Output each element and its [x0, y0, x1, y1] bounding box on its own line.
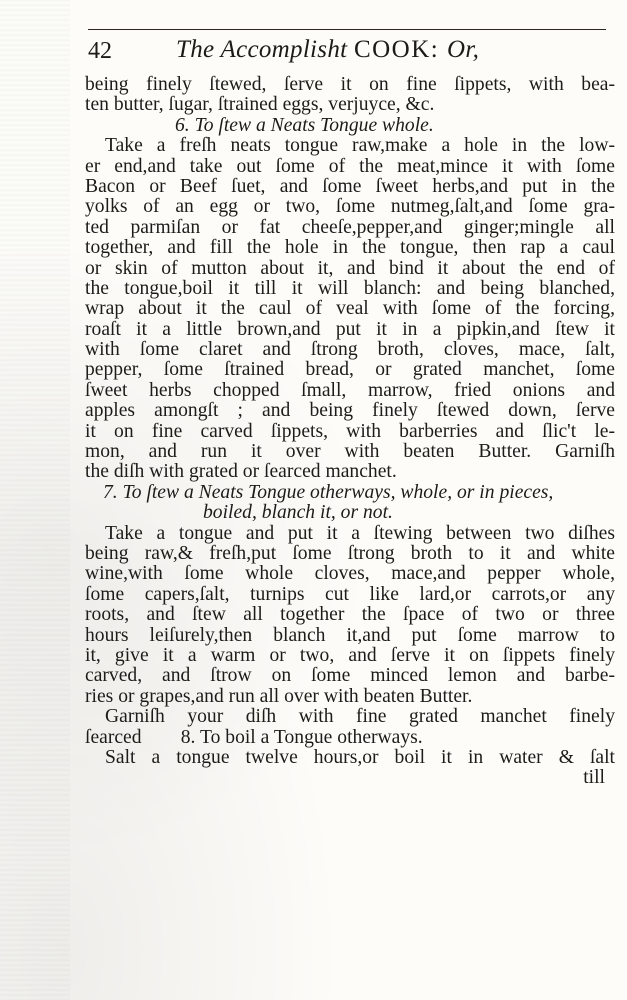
text-line: with ſome claret and ſtrong broth, cloves, mace, ſalt, — [85, 339, 615, 361]
text-line: or skin of mutton about it, and bind it about the end of — [85, 257, 615, 279]
text-line: mon, and run it over with beaten Butter. Garniſh — [85, 441, 615, 463]
text-line: ſome capers,ſalt, turnips cut like lard,or carrots,or any — [85, 583, 615, 605]
recipe-heading-6: 6. To ſtew a Neats Tongue whole. — [175, 114, 434, 136]
running-title — [176, 36, 479, 64]
scan-gutter-shadow — [0, 0, 70, 1000]
text-line: being raw,& freſh,put ſome ſtrong broth to it and white — [85, 542, 615, 564]
text-line: together, and fill the hole in the tongue, then rap a caul — [85, 237, 615, 259]
text-line: roots, and ſtew all together the ſpace of two or three — [85, 604, 615, 626]
text-line: wine,with ſome whole cloves, mace,and pepper whole, — [85, 563, 615, 585]
text-line: apples amongſt ; and being finely ſtewed down, ſerve — [85, 400, 615, 422]
text-line: yolks of an egg or two, ſome nutmeg,ſalt,and ſome gra- — [85, 196, 615, 218]
text-line: ſweet herbs chopped ſmall, marrow, fried onions and — [85, 379, 615, 401]
recipe-heading-7-continued: boiled, blanch it, or not. — [203, 502, 393, 524]
text-line: Garniſh your diſh with fine grated manchet finely — [105, 706, 615, 728]
text-line: wrap about it the caul of veal with ſome of the forcing, — [85, 298, 615, 320]
text-line: pepper, ſome ſtrained bread, or grated manchet, ſome — [85, 359, 615, 381]
text-line: Bacon or Beef ſuet, and ſome ſweet herbs,and put in the — [85, 175, 615, 197]
running-title-caps: COOK: — [353, 36, 447, 63]
text-line: hours leiſurely,then blanch it,and put ſome marrow to — [85, 624, 615, 646]
catchword: till — [583, 767, 605, 789]
body-text — [85, 75, 615, 789]
text-line: it on fine carved ſippets, with barberries and ſlic't le- — [85, 420, 615, 442]
recipe-heading-7: 7. To ſtew a Neats Tongue otherways, whole, or in pieces, — [103, 481, 554, 503]
text-line: roaſt it a little brown,and put it in a pipkin,and ſtew it — [85, 318, 615, 340]
text-line: er end,and take out ſome of the meat,mince it with ſome — [85, 155, 615, 177]
running-title-italic: The Accomplisht — [176, 36, 354, 63]
running-title-italic-end: Or, — [446, 36, 480, 63]
text-line: being finely ſtewed, ſerve it on fine ſippets, with bea- — [85, 74, 615, 95]
text-line: the tongue,boil it till it will blanch: and being blanched, — [85, 277, 615, 299]
text-line: ted parmiſan or fat cheeſe,pepper,and ginger;mingle all — [85, 216, 615, 238]
text-line-with-heading-8: ſearced 8. To boil a Tongue otherways. — [85, 726, 423, 748]
text-line: ries or grapes,and run all over with beaten Butter. — [85, 685, 473, 707]
text-line: Salt a tongue twelve hours,or boil it in water & ſalt — [105, 746, 615, 768]
text-line: Take a tongue and put it a ſtewing between two diſhes — [105, 522, 615, 544]
running-header — [88, 30, 608, 74]
text-line: carved, and ſtrow on ſome minced lemon and barbe- — [85, 665, 615, 687]
text-line: it, give it a warm or two, and ſerve it on ſippets finely — [85, 644, 615, 666]
page-number: 42 — [88, 38, 112, 64]
text-line: ten butter, ſugar, ſtrained eggs, verjuyce, &c. — [85, 94, 435, 116]
text-line: the diſh with grated or ſearced manchet. — [85, 461, 397, 483]
text-line: Take a freſh neats tongue raw,make a hole in the low- — [105, 135, 615, 157]
